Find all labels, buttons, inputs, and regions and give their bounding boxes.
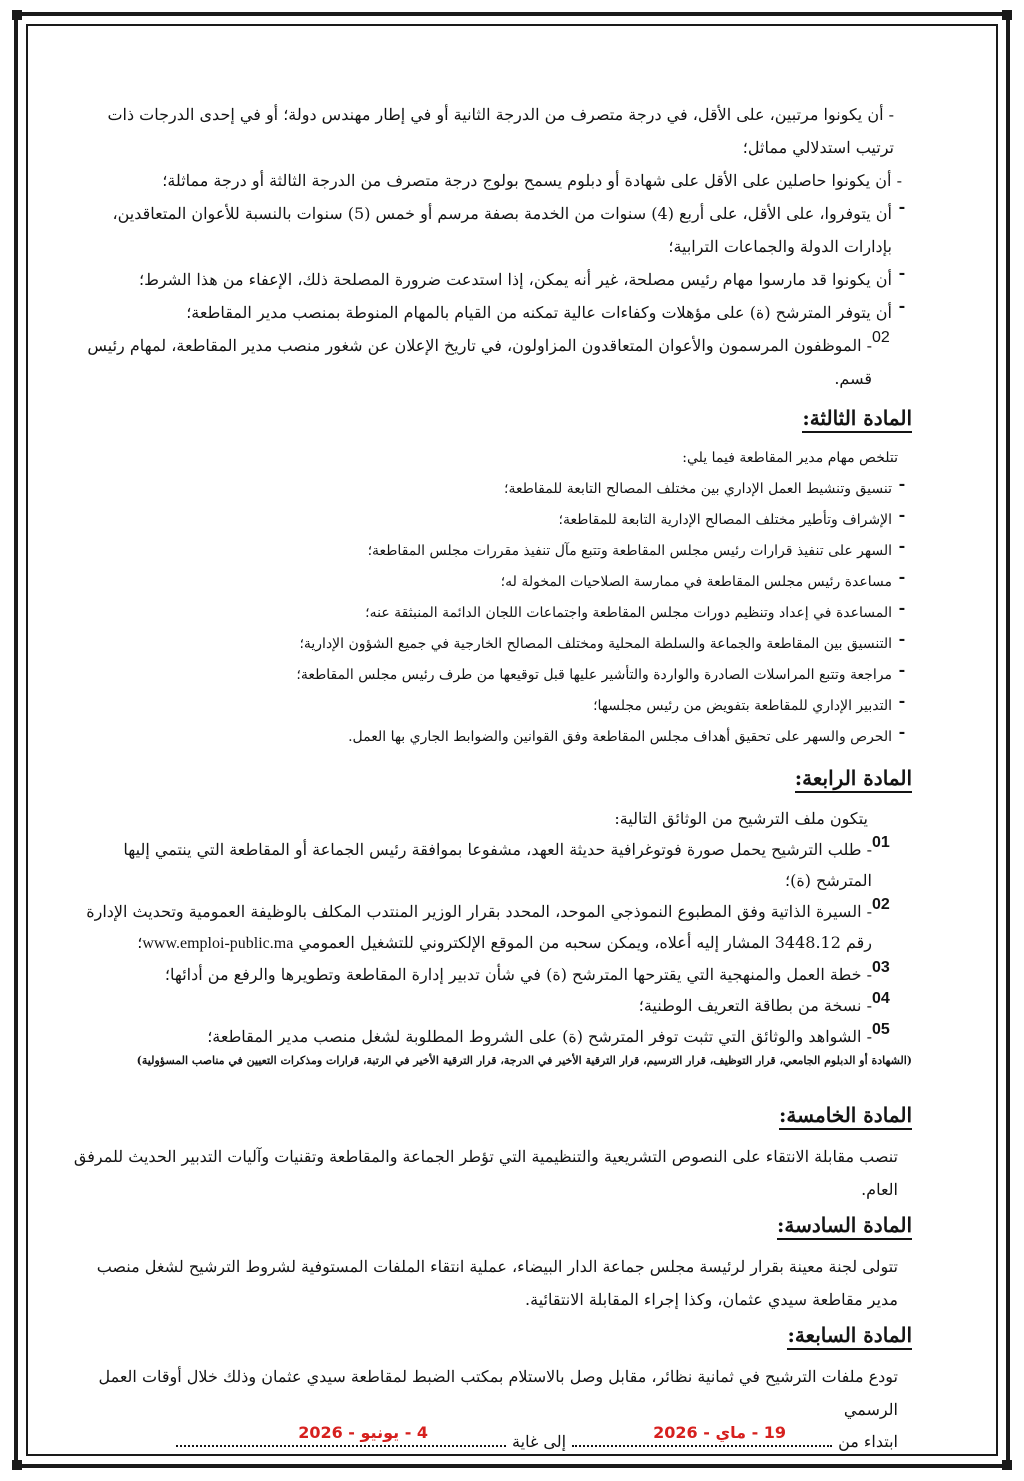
bullet-dash: -	[898, 263, 906, 282]
website-url: www.emploi-public.ma	[142, 935, 294, 952]
article-4-intro: يتكون ملف الترشيح من الوثائق التالية:	[614, 809, 868, 828]
intro-item: - أن يكونوا حاصلين على الأقل على شهادة أو دبلوم يسمح بولوج درجة متصرف من الدرجة الثالثة أو درجة مماثلة؛	[162, 171, 902, 190]
intro-item-text: أن يتوفر المترشح (ة) على مؤهلات وكفاءات عالية تمكنه من القيام بالمهام المنوطة بمنصب مدير المقاطعة؛	[186, 303, 892, 322]
task-item: - الحرص والسهر على تحقيق أهداف مجلس المقاطعة وفق القوانين والضوابط الجاري بها العمل.	[348, 722, 906, 745]
task-item: - التدبير الإداري للمقاطعة بتفويض من رئيس مجلسها؛	[593, 691, 906, 714]
document-item: 03 - خطة العمل والمنهجية التي يقترحها المترشح (ة) في شأن تدبير إدارة المقاطعة وتطويرها والرفع من أدائها؛	[164, 959, 890, 984]
document-item: 01 - طلب الترشيح يحمل صورة فوتوغرافية حديثة العهد، مشفوعا بموافقة رئيس الجماعة أو المقاطعة التي ينتمي إليها المترشح (ة)؛	[123, 834, 890, 890]
task-item: - مساعدة رئيس مجلس المقاطعة في ممارسة الصلاحيات المخولة له؛	[500, 567, 906, 590]
article-6-text: تتولى لجنة معينة بقرار لرئيسة مجلس جماعة الدار البيضاء، عملية انتقاء الملفات المستوفية لشروط الترشيح لشغل منصب مدير مقاطعة سيدي عثمان، وكذا إجراء المقابلة الانتقائية.	[96, 1257, 898, 1309]
article-6-title: المادة السادسة:	[72, 1208, 912, 1242]
corner-ornament	[1002, 1460, 1012, 1470]
corner-ornament	[1002, 10, 1012, 20]
document-item: 04 - نسخة من بطاقة التعريف الوطنية؛	[638, 990, 890, 1015]
item-number: 02	[872, 329, 890, 346]
article-3-title: المادة الثالثة:	[72, 401, 912, 435]
bullet-dash: -	[898, 197, 906, 216]
intro-item-text: أن يكونوا قد مارسوا مهام رئيس مصلحة، غير أنه يمكن، إذا استدعت ضرورة المصلحة ذلك، الإعفاء من هذا الشرط؛	[139, 270, 892, 289]
to-date-handwritten: 4 - يونيو - 2026	[298, 1423, 429, 1442]
document-item: 05 - الشواهد والوثائق التي تثبت توفر المترشح (ة) على الشروط المطلوبة لشغل منصب مدير المقاطعة؛	[207, 1021, 890, 1046]
from-label: ابتداء من	[838, 1432, 898, 1451]
task-item: - المساعدة في إعداد وتنظيم دورات مجلس المقاطعة واجتماعات اللجان الدائمة المنبثقة عنه؛	[365, 598, 906, 621]
task-item: - السهر على تنفيذ قرارات رئيس مجلس المقاطعة وتتبع مآل تنفيذ مقررات مجلس المقاطعة؛	[367, 536, 906, 559]
task-item: - الإشراف وتأطير مختلف المصالح الإدارية التابعة للمقاطعة؛	[558, 505, 906, 528]
intro-item	[72, 197, 912, 263]
article-7-title: المادة السابعة:	[72, 1318, 912, 1352]
task-item: - مراجعة وتتبع المراسلات الصادرة والواردة والتأشير عليها قبل توقيعها من طرف رئيس مجلس المقاطعة؛	[296, 660, 906, 683]
to-label: إلى غاية	[512, 1432, 567, 1451]
documents-note: (الشهادة أو الدبلوم الجامعي، قرار التوظيف، قرار الترسيم، قرار الترقية الأخير في الدرجة، قرار الترقية الأخير في الرتبة، قرارات ومذكرات التعيين في مناصب المسؤولية)	[136, 1054, 912, 1067]
from-date-field	[572, 1423, 832, 1447]
intro-item	[72, 296, 912, 329]
intro-item: - أن يكونوا مرتبين، على الأقل، في درجة متصرف من الدرجة الثانية أو في إطار مهندس دولة؛ أو في إحدى الدرجات ذات ترتيب استدلالي مماثل؛	[107, 105, 894, 157]
submission-period	[72, 1423, 912, 1458]
task-item: - التنسيق بين المقاطعة والجماعة والسلطة المحلية ومختلف المصالح الخارجية في جميع الشؤون الإدارية؛	[299, 629, 906, 652]
to-date-field	[176, 1423, 506, 1447]
task-item: - تنسيق وتنشيط العمل الإداري بين مختلف المصالح التابعة للمقاطعة؛	[504, 474, 906, 497]
intro-item-text: أن يتوفروا، على الأقل، على أربع (4) سنوات من الخدمة بصفة مرسم أو خمس (5) سنوات بالنسبة للأعوان المتعاقدين، بإدارات الدولة والجماعات الترابية؛	[112, 204, 892, 256]
intro-item	[72, 263, 912, 296]
bullet-dash: -	[898, 296, 906, 315]
article-3-intro: تتلخص مهام مدير المقاطعة فيما يلي:	[682, 450, 898, 466]
from-date-handwritten: 19 - ماي - 2026	[653, 1423, 787, 1442]
document-item: 02 - السيرة الذاتية وفق المطبوع النموذجي الموحد، المحدد بقرار الوزير المنتدب المكلف بالوظيفة العمومية وتحديث الإدارة رقم 3448.12 المشار إليه أعلاه، ويمكن سحبه من الموقع الإلكتروني للتشغيل العمومي www.emploi-public.ma؛	[86, 896, 890, 952]
article-7-text: تودع ملفات الترشيح في ثمانية نظائر، مقابل وصل بالاستلام بمكتب الضبط لمقاطعة سيدي عثمان وذلك خلال أوقات العمل الرسمي	[98, 1367, 898, 1419]
article-3-tasks	[72, 443, 912, 753]
document-body	[72, 98, 912, 1458]
eligibility-item-02	[72, 329, 912, 395]
item-text: - الموظفون المرسمون والأعوان المتعاقدون المزاولون، في تاريخ الإعلان عن شغور منصب مدير المقاطعة، لمهام رئيس قسم.	[87, 336, 872, 388]
article-5-title: المادة الخامسة:	[72, 1098, 912, 1132]
article-4-title: المادة الرابعة:	[72, 761, 912, 795]
article-5-text: تنصب مقابلة الانتقاء على النصوص التشريعية والتنظيمية التي تؤطر الجماعة والمقاطعة وتقنيات وآليات التدبير الحديث للمرفق العام.	[73, 1147, 898, 1199]
corner-ornament	[12, 1460, 22, 1470]
corner-ornament	[12, 10, 22, 20]
